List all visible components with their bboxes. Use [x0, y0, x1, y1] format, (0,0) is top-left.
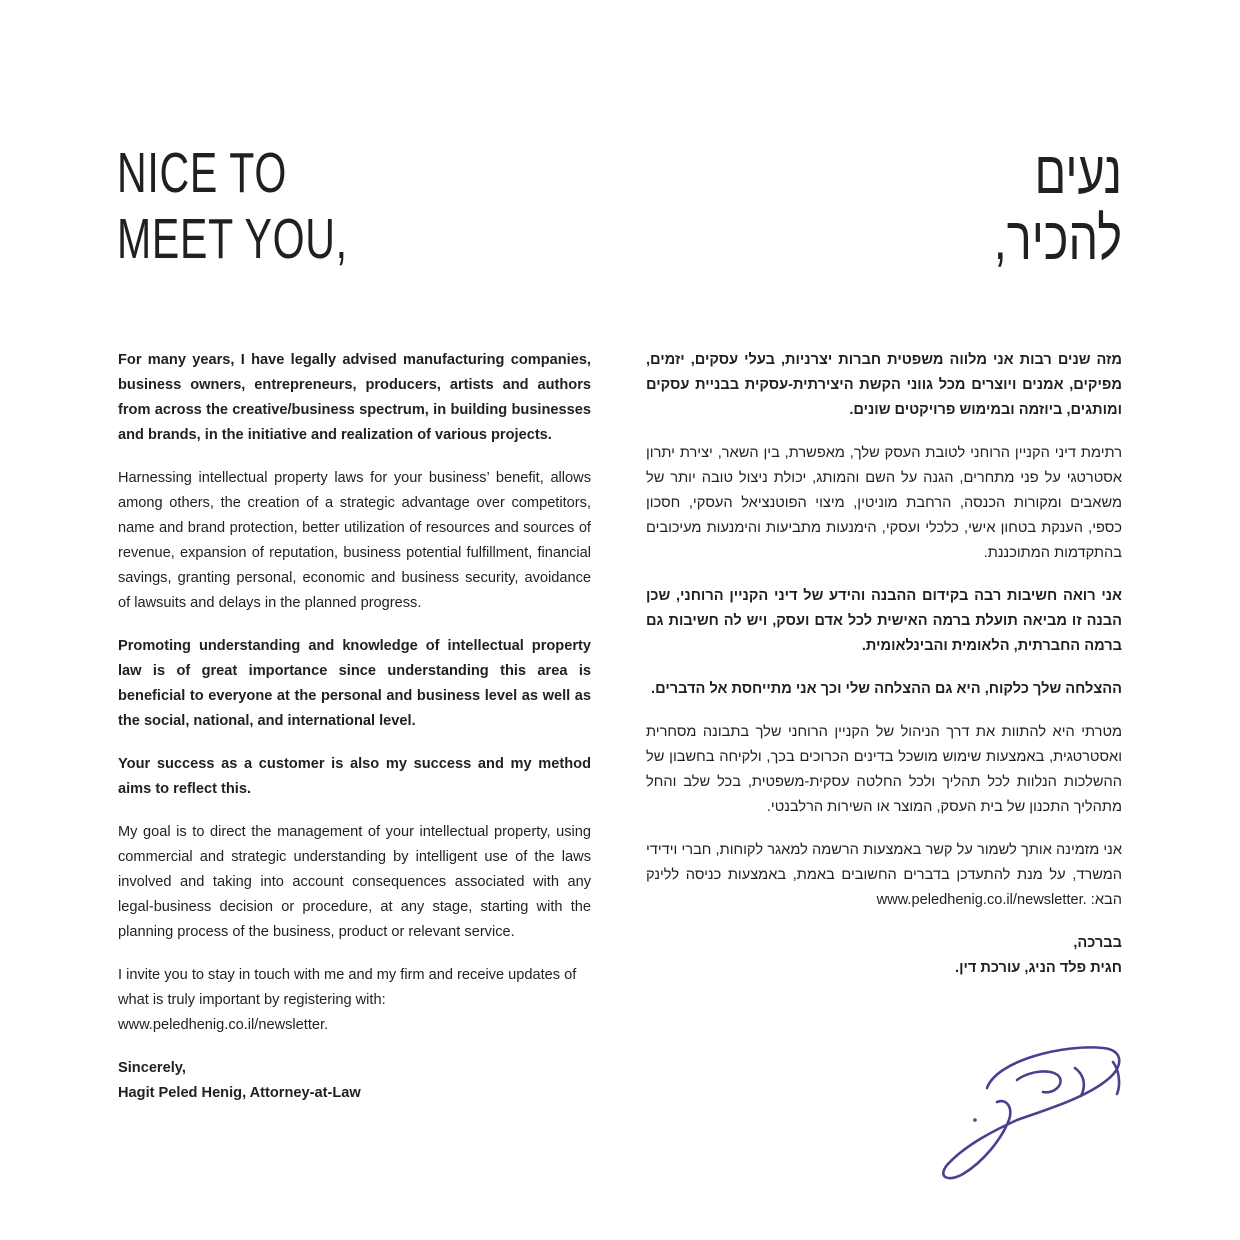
hebrew-title-line-2: להכיר, [993, 205, 1122, 272]
hebrew-column [646, 348, 1122, 981]
hebrew-paragraph-6 [646, 838, 1122, 913]
signature-stroke-loop [1017, 1071, 1061, 1092]
hebrew-closing: בברכה, [1073, 935, 1122, 951]
english-closing: Sincerely, [118, 1060, 186, 1076]
hebrew-paragraph-1: מזה שנים רבות אני מלווה משפטית חברות יצרניות, בעלי עסקים, יזמים, מפיקים, אמנים ויוצרים מכל גווני הקשת היצירתית-עסקית בבניית עסקים ומותגים, ביוזמה ובמימוש פרויקטים שונים. [646, 352, 1122, 418]
signature-dot [973, 1118, 977, 1122]
english-title-line-1: NICE TO [117, 141, 288, 205]
english-title [117, 140, 405, 272]
english-title-line-2: MEET YOU, [117, 207, 348, 271]
hebrew-paragraph-4: ההצלחה שלך כלקוח, היא גם ההצלחה שלי וכך אני מתייחסת אל הדברים. [651, 681, 1122, 697]
newsletter-link[interactable]: www.peledhenig.co.il/newsletter. [876, 892, 1087, 908]
hebrew-signoff [646, 931, 1122, 981]
hebrew-paragraph-6-text: אני מזמינה אותך לשמור על קשר באמצעות הרשמה למאגר לקוחות, חברי וידידי המשרד, על מנת להתעדכן בדברים החשובים באמת, באמצעות כניסה ללינק הבא: [646, 842, 1122, 908]
english-paragraph-6: I invite you to stay in touch with me and my firm and receive updates of what is truly important by registering with: www.peledhenig.co.il/newsletter. [118, 967, 577, 1033]
english-paragraph-1: For many years, I have legally advised manufacturing companies, business owners, entrepreneurs, producers, artists and authors from across the creative/business spectrum, in building businesses and brands, in the initiative and realization of various projects. [118, 352, 591, 443]
signature-stroke-tail [1075, 1068, 1084, 1096]
english-signer: Hagit Peled Henig, Attorney-at-Law [118, 1085, 361, 1101]
hebrew-title-line-1: נעים [1034, 139, 1122, 206]
hebrew-title [810, 140, 1122, 272]
english-signoff [118, 1056, 591, 1106]
english-column [118, 348, 591, 1106]
hebrew-paragraph-2: רתימת דיני הקניין הרוחני לטובת העסק שלך, מאפשרת, בין השאר, יצירת יתרון אסטרטגי על פני מתחרים, הגנה על השם והמותג, יכולת ניצול טובה יותר של משאבים ומקורות הכנסה, הרחבת מוניטין, מיצוי הפוטנציאל העסקי, חסכון כספי, הענקת בטחון אישי, כלכלי ועסקי, הימנעות מתביעות והימנעות מעיכובים בהתקדמות המתוכננת. [646, 445, 1122, 561]
signature-stroke-main [943, 1047, 1119, 1178]
hebrew-paragraph-5: מטרתי היא להתוות את דרך הניהול של הקניין הרוחני שלך בתבונה מסחרית ואסטרטגית, באמצעות שימוש מושכל בדינים הכרוכים בכך, ולקיחה בחשבון של ההשלכות הנלוות לכל תהליך ולכל החלטה עסקית-משפטית, בכל שלב והחל מתהליך התכנון של בית העסק, המוצר או השירות הרלבנטי. [646, 724, 1122, 815]
hebrew-signer: חגית פלד הניג, עורכת דין. [955, 960, 1122, 976]
hebrew-paragraph-3: אני רואה חשיבות רבה בקידום ההבנה והידע של דיני הקניין הרוחני, שכן הבנה זו מביאה תועלת ברמה האישית לכל אדם ועסק, ויש לה חשיבות גם ברמה החברתית, הלאומית והבינלאומית. [646, 588, 1122, 654]
english-paragraph-5: My goal is to direct the management of your intellectual property, using commercial and strategic understanding by intelligent use of the laws involved and taking into account consequences associated with any legal-business decision or procedure, at any stage, starting with the planning process of the business, product or relevant service. [118, 824, 591, 940]
english-paragraph-2: Harnessing intellectual property laws for your business’ benefit, allows among others, the creation of a strategic advantage over competitors, name and brand protection, better utilization of resources and sources of revenue, expansion of reputation, business potential fulfillment, financial savings, granting personal, economic and business security, avoidance of lawsuits and delays in the planned progress. [118, 470, 591, 611]
handwritten-signature [935, 1040, 1135, 1185]
english-paragraph-3: Promoting understanding and knowledge of intellectual property law is of great importance since understanding this area is beneficial to everyone at the personal and business level as well as the social, national, and international level. [118, 638, 591, 729]
english-paragraph-4: Your success as a customer is also my success and my method aims to reflect this. [118, 756, 591, 797]
